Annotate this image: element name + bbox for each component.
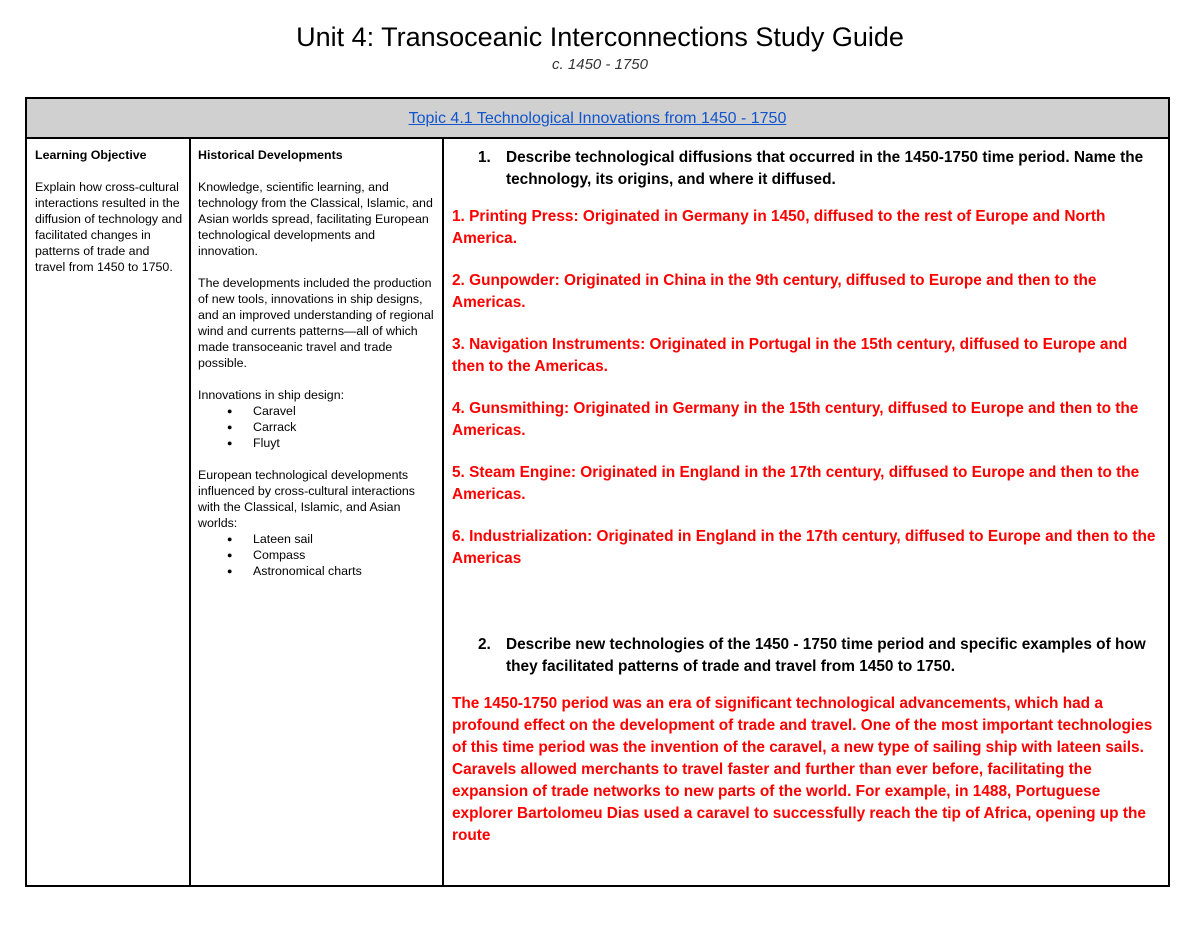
answer-item: 4. Gunsmithing: Originated in Germany in the 15th century, diffused to Europe and then to the Americas. [452,400,1139,439]
learning-objective-heading: Learning Objective [35,148,147,162]
list-item: ● Astronomical charts [253,563,436,579]
topic-header-row [27,99,1168,139]
ship-design-list [198,403,436,451]
list-item: ● Compass [253,547,436,563]
list-item: ● Lateen sail [253,531,436,547]
question-1 [452,147,1160,191]
answer-item: 1. Printing Press: Originated in Germany in 1450, diffused to the rest of Europe and North America. [452,208,1106,247]
topic-link[interactable]: Topic 4.1 Technological Innovations from 1450 - 1750 [408,110,787,127]
question-text: Describe new technologies of the 1450 - 1750 time period and specific examples of how they facilitated patterns of trade and travel from 1450 to 1750. [506,636,1146,675]
question-2 [452,634,1160,678]
european-developments-intro: European technological developments influenced by cross-cultural interactions with the Classical, Islamic, and Asian worlds: [198,468,415,530]
hd-paragraph-1: Knowledge, scientific learning, and technology from the Classical, Islamic, and Asian worlds spread, facilitating European technological developments and innovation. [198,180,433,258]
question-number: 2. [478,636,491,653]
european-developments-list [198,531,436,579]
answer-item: 5. Steam Engine: Originated in England in the 17th century, diffused to Europe and then to the Americas. [452,464,1140,503]
list-item: ● Carrack [253,419,436,435]
historical-developments-heading: Historical Developments [198,148,343,162]
question-text: Describe technological diffusions that occurred in the 1450-1750 time period. Name the technology, its origins, and where it diffused. [506,149,1144,188]
learning-objective-text: Explain how cross-cultural interactions resulted in the diffusion of technology and facilitated changes in patterns of trade and travel from 1450 to 1750. [35,180,183,274]
answer-item: 3. Navigation Instruments: Originated in Portugal in the 15th century, diffused to Europe and then to the Americas. [452,336,1128,375]
page-subtitle: c. 1450 - 1750 [552,56,648,73]
answer-paragraph: The 1450-1750 period was an era of significant technological advancements, which had a profound effect on the development of trade and travel. One of the most important technologies of this time period was the invention of the caravel, a new type of sailing ship with lateen sails. Caravels allowed merchants to travel faster and further than ever before, facilitating the expansion of trade networks to new parts of the world. For example, in 1488, Portuguese explorer Bartolomeu Dias used a caravel to successfully reach the tip of Africa, opening up the route [452,695,1153,844]
ship-design-intro: Innovations in ship design: [198,388,345,402]
question-number: 1. [478,149,491,166]
hd-paragraph-2: The developments included the production of new tools, innovations in ship designs, and an improved understanding of regional wind and currents patterns—all of which made transoceanic travel and trade possible. [198,276,434,370]
study-guide-table [25,97,1170,887]
questions-cell [444,139,1168,885]
list-item: ● Fluyt [253,435,436,451]
list-item: ● Caravel [253,403,436,419]
page-title: Unit 4: Transoceanic Interconnections Study Guide [296,22,904,52]
answer-item: 6. Industrialization: Originated in England in the 17th century, diffused to Europe and then to the Americas [452,528,1156,567]
learning-objective-cell [27,139,191,885]
answer-item: 2. Gunpowder: Originated in China in the 9th century, diffused to Europe and then to the Americas. [452,272,1097,311]
historical-developments-cell [191,139,444,885]
